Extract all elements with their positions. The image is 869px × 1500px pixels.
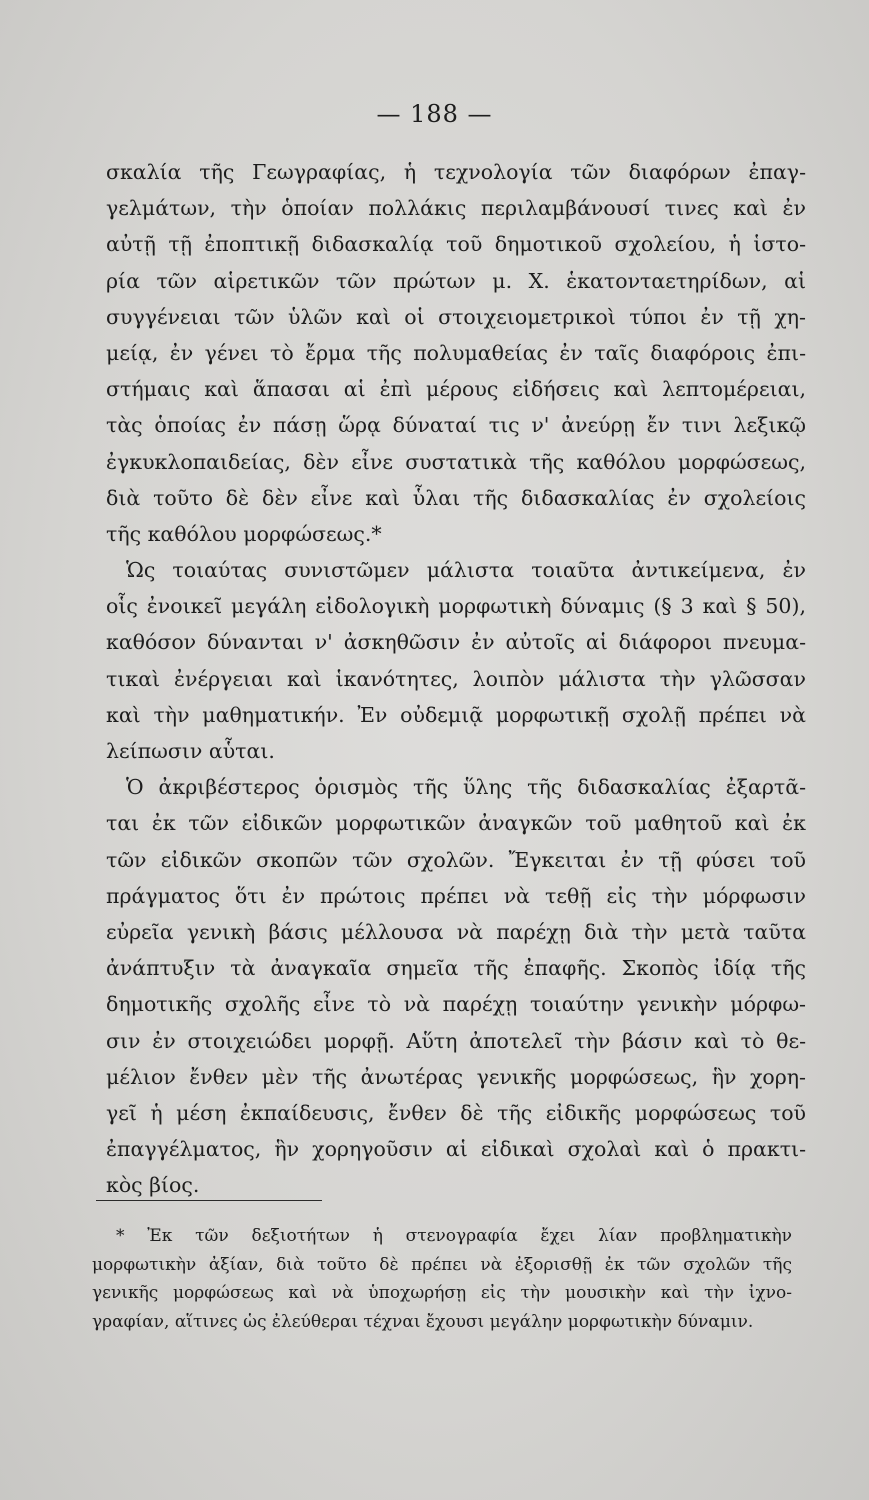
- text-line: ἐπαγγέλματος, ἣν χορηγοῦσιν αἱ εἰδικαὶ σχολαὶ καὶ ὁ πρακτι-: [106, 1137, 806, 1162]
- text-line: σκαλία τῆς Γεωγραφίας, ἡ τεχνολογία τῶν διαφόρων ἐπαγ-: [106, 160, 806, 184]
- footnote-line: γενικῆς μορφώσεως καὶ νὰ ὑποχωρήσῃ εἰς τὴν μουσικὴν καὶ τὴν ἰχνο-: [92, 1283, 792, 1303]
- text-line: τῶν εἰδικῶν σκοπῶν τῶν σχολῶν. Ἔγκειται ἐν τῇ φύσει τοῦ: [106, 847, 806, 872]
- text-line: ἐγκυκλοπαιδείας, δὲν εἶνε συστατικὰ τῆς καθόλου μορφώσεως,: [106, 449, 806, 474]
- text-line: πράγματος ὅτι ἐν πρώτοις πρέπει νὰ τεθῇ εἰς τὴν μόρφωσιν: [106, 883, 806, 908]
- footnote-divider: [96, 1200, 322, 1201]
- text-line: αὐτῇ τῇ ἐποπτικῇ διδασκαλίᾳ τοῦ δημοτικοῦ σχολείου, ἡ ἱστο-: [106, 232, 806, 257]
- text-line: σιν ἐν στοιχειώδει μορφῇ. Αὕτη ἀποτελεῖ τὴν βάσιν καὶ τὸ θε-: [106, 1028, 806, 1053]
- text-line: μέλιον ἔνθεν μὲν τῆς ἀνωτέρας γενικῆς μορφώσεως, ἣν χορη-: [106, 1064, 806, 1089]
- text-line: Ὡς τοιαύτας συνιστῶμεν μάλιστα τοιαῦτα ἀντικείμενα, ἐν: [126, 558, 806, 583]
- footnote-line: * Ἐκ τῶν δεξιοτήτων ἡ στενογραφία ἔχει λίαν προβληματικὴν: [116, 1226, 792, 1246]
- footnote-line: γραφίαν, αἵτινες ὡς ἐλεύθεραι τέχναι ἔχουσι μεγάλην μορφωτικὴν δύναμιν.: [92, 1311, 754, 1332]
- text-line: οἷς ἐνοικεῖ μεγάλη εἰδολογικὴ μορφωτικὴ δύναμις (§ 3 καὶ § 50),: [106, 594, 806, 619]
- text-line: δημοτικῆς σχολῆς εἶνε τὸ νὰ παρέχῃ τοιαύτην γενικὴν μόρφω-: [106, 992, 806, 1017]
- text-line: λείπωσιν αὗται.: [106, 739, 275, 763]
- footnote: [92, 1222, 792, 1336]
- text-line: εὐρεῖα γενικὴ βάσις μέλλουσα νὰ παρέχῃ διὰ τὴν μετὰ ταῦτα: [106, 919, 806, 944]
- text-line: τικαὶ ἐνέργειαι καὶ ἱκανότητες, λοιπὸν μάλιστα τὴν γλῶσσαν: [106, 666, 806, 691]
- body-text: [106, 154, 806, 1203]
- text-line: μείᾳ, ἐν γένει τὸ ἔρμα τῆς πολυμαθείας ἐν ταῖς διαφόροις ἐπι-: [106, 340, 806, 365]
- footnote-line: μορφωτικὴν ἀξίαν, διὰ τοῦτο δὲ πρέπει νὰ ἐξορισθῇ ἐκ τῶν σχολῶν τῆς: [92, 1254, 792, 1275]
- text-line: ται ἐκ τῶν εἰδικῶν μορφωτικῶν ἀναγκῶν τοῦ μαθητοῦ καὶ ἐκ: [106, 811, 806, 836]
- text-line: διὰ τοῦτο δὲ δὲν εἶνε καὶ ὗλαι τῆς διδασκαλίας ἐν σχολείοις: [106, 485, 806, 510]
- text-line: γελμάτων, τὴν ὁποίαν πολλάκις περιλαμβάνουσί τινες καὶ ἐν: [106, 196, 806, 221]
- text-line: στήμαις καὶ ἅπασαι αἱ ἐπὶ μέρους εἰδήσεις καὶ λεπτομέρειαι,: [106, 377, 806, 402]
- text-line: Ὁ ἀκριβέστερος ὁρισμὸς τῆς ὕλης τῆς διδασκαλίας ἐξαρτᾶ-: [126, 775, 806, 800]
- text-line: καθόσον δύνανται ν' ἀσκηθῶσιν ἐν αὐτοῖς αἱ διάφοροι πνευμα-: [106, 630, 806, 655]
- text-line: τῆς καθόλου μορφώσεως.*: [106, 521, 382, 546]
- page-number: — 188 —: [376, 100, 493, 128]
- text-line: γεῖ ἡ μέση ἐκπαίδευσις, ἔνθεν δὲ τῆς εἰδικῆς μορφώσεως τοῦ: [106, 1100, 806, 1125]
- text-line: κὸς βίος.: [106, 1173, 200, 1198]
- text-line: ἀνάπτυξιν τὰ ἀναγκαῖα σημεῖα τῆς ἐπαφῆς. Σκοπὸς ἰδίᾳ τῆς: [106, 956, 806, 981]
- text-line: καὶ τὴν μαθηματικήν. Ἐν οὐδεμιᾷ μορφωτικῇ σχολῇ πρέπει νὰ: [106, 702, 806, 727]
- text-line: συγγένειαι τῶν ὑλῶν καὶ οἱ στοιχειομετρικοὶ τύποι ἐν τῇ χη-: [106, 304, 806, 329]
- text-line: τὰς ὁποίας ἐν πάσῃ ὥρᾳ δύναταί τις ν' ἀνεύρῃ ἔν τινι λεξικῷ: [106, 413, 806, 438]
- text-line: ρία τῶν αἱρετικῶν τῶν πρώτων μ. Χ. ἑκατονταετηρίδων, αἱ: [106, 268, 806, 293]
